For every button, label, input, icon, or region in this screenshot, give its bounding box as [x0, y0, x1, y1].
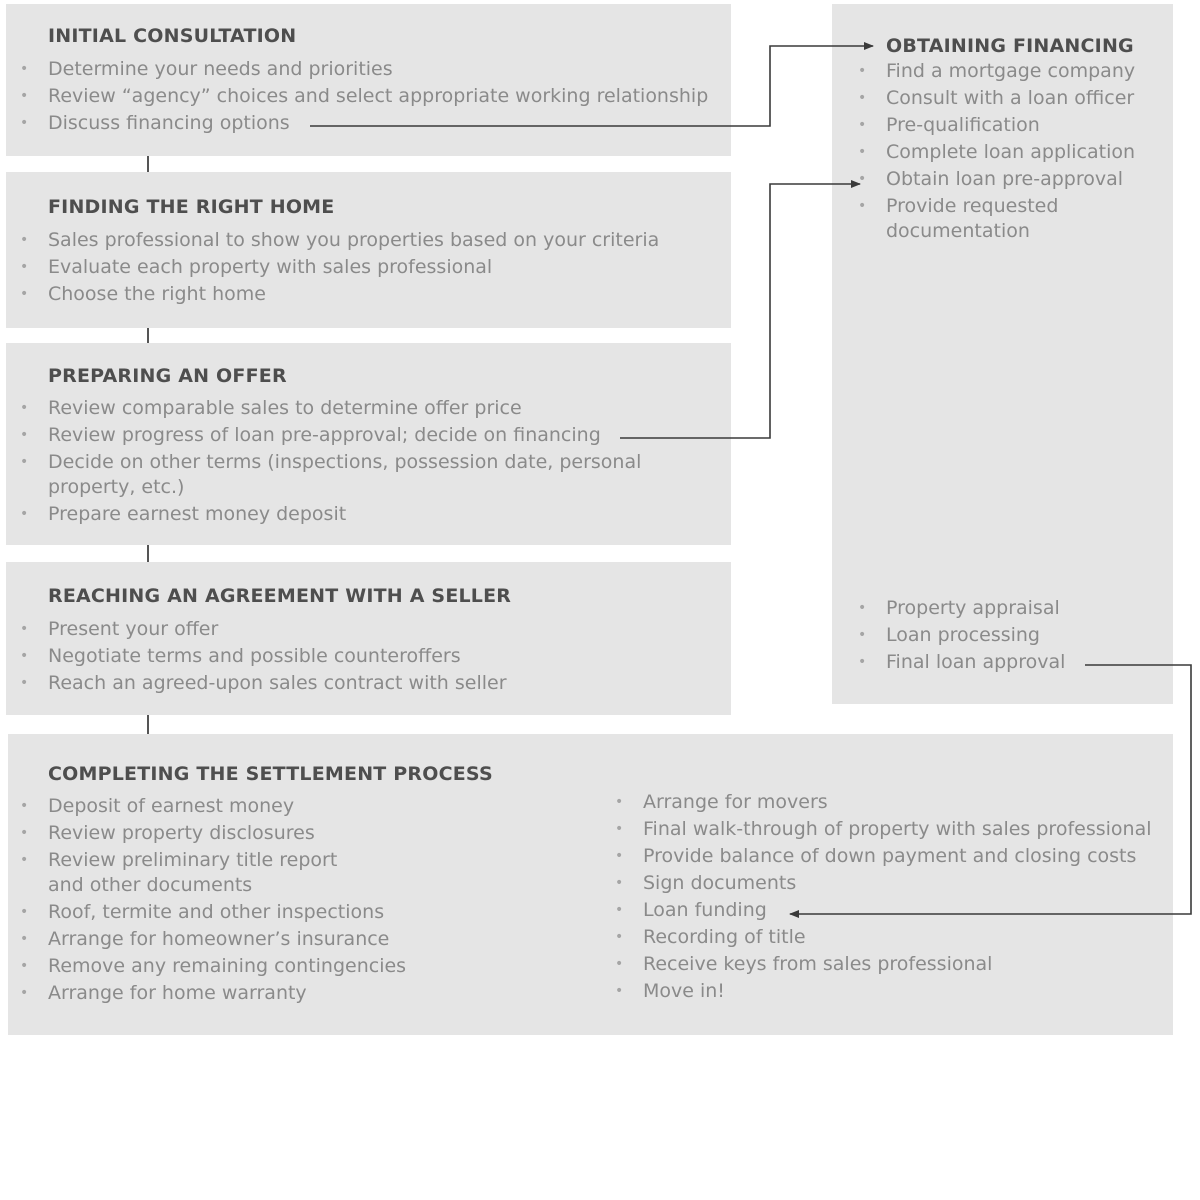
- list-item: [858, 59, 1158, 84]
- bullet-icon: •: [20, 286, 29, 302]
- list-item: [20, 396, 670, 421]
- list-item: [858, 623, 1158, 648]
- list-item: [20, 450, 670, 499]
- list-item: [858, 86, 1158, 111]
- list-item: [615, 817, 1160, 842]
- bullet-icon: •: [20, 903, 29, 920]
- bullet-icon: •: [20, 675, 29, 691]
- item-text: Find a mortgage company: [886, 60, 1136, 82]
- item-text: Pre-qualification: [886, 114, 1040, 136]
- list-item: [615, 925, 1160, 950]
- item-text: Review comparable sales to determine offer price: [48, 397, 522, 419]
- list-item: [20, 228, 659, 253]
- bullet-icon: •: [20, 852, 29, 868]
- item-text: Provide balance of down payment and closing costs: [643, 845, 1137, 867]
- preparing-offer-list: [20, 396, 670, 529]
- list-item: [858, 113, 1158, 138]
- item-text: Obtain loan pre-approval: [886, 168, 1124, 190]
- item-text: Sales professional to show you properties based on your criteria: [48, 229, 660, 251]
- bullet-icon: •: [858, 90, 867, 106]
- list-item: [20, 617, 507, 642]
- item-text: Sign documents: [643, 872, 797, 894]
- item-text: Property appraisal: [886, 597, 1060, 619]
- item-text: Move in!: [643, 980, 725, 1002]
- item-text: Loan funding: [643, 899, 767, 921]
- bullet-icon: •: [615, 902, 624, 918]
- item-text: Present your offer: [48, 618, 219, 640]
- list-item: [615, 790, 1160, 815]
- list-item: [20, 981, 420, 1006]
- bullet-icon: •: [20, 454, 29, 470]
- list-item: [858, 167, 1158, 192]
- item-text: Arrange for homeowner’s insurance: [48, 927, 390, 950]
- item-text: Deposit of earnest money: [48, 795, 295, 817]
- initial-consultation-title: INITIAL CONSULTATION: [48, 25, 297, 47]
- initial-consultation-list: [20, 57, 708, 138]
- item-text: Reach an agreed-upon sales contract with seller: [48, 672, 507, 694]
- preparing-offer-title: PREPARING AN OFFER: [48, 365, 287, 387]
- financing-list: [858, 59, 1158, 246]
- item-text: Evaluate each property with sales professional: [48, 256, 493, 278]
- list-item: [20, 57, 708, 82]
- bullet-icon: •: [615, 983, 624, 999]
- item-text: Prepare earnest money deposit: [48, 502, 347, 525]
- list-item: [20, 644, 507, 669]
- list-item: [20, 848, 348, 897]
- list-item: [20, 111, 708, 136]
- list-item: [858, 140, 1158, 165]
- bullet-icon: •: [20, 984, 29, 1001]
- bullet-icon: •: [858, 198, 867, 214]
- bullet-icon: •: [20, 115, 29, 131]
- list-item: [20, 671, 507, 696]
- item-text: Review progress of loan pre-approval; decide on financing: [48, 424, 601, 446]
- item-text: Provide requested documentation: [886, 195, 1059, 242]
- agreement-list: [20, 617, 507, 698]
- list-item: [20, 927, 420, 952]
- list-item: [20, 255, 659, 280]
- list-item: [20, 423, 670, 448]
- item-text: Decide on other terms (inspections, possession date, personal property, etc.): [48, 451, 642, 498]
- bullet-icon: •: [858, 171, 867, 187]
- financing-title: OBTAINING FINANCING: [886, 35, 1134, 57]
- bullet-icon: •: [858, 600, 867, 616]
- bullet-icon: •: [858, 63, 867, 79]
- bullet-icon: •: [858, 654, 867, 670]
- item-text: Loan processing: [886, 624, 1040, 646]
- bullet-icon: •: [615, 848, 624, 864]
- bullet-icon: •: [615, 875, 624, 891]
- bullet-icon: •: [20, 400, 29, 416]
- settlement-title: COMPLETING THE SETTLEMENT PROCESS: [48, 763, 493, 785]
- list-item: [615, 871, 1160, 896]
- item-text: Negotiate terms and possible counteroffers: [48, 645, 461, 667]
- list-item: [20, 794, 420, 819]
- bullet-icon: •: [858, 627, 867, 643]
- list-item: [615, 952, 1160, 977]
- item-text: Arrange for movers: [643, 791, 828, 813]
- list-item: [858, 596, 1158, 621]
- item-text: Recording of title: [643, 926, 806, 948]
- item-text: Roof, termite and other inspections: [48, 900, 385, 923]
- list-item: [20, 84, 708, 109]
- settlement-right-list: [615, 790, 1160, 1006]
- list-item: [20, 821, 420, 846]
- bullet-icon: •: [20, 957, 29, 974]
- finding-home-title: FINDING THE RIGHT HOME: [48, 196, 335, 218]
- bullet-icon: •: [20, 427, 29, 443]
- bullet-icon: •: [615, 821, 624, 837]
- item-text: Receive keys from sales professional: [643, 953, 993, 975]
- financing-later-list: [858, 596, 1158, 677]
- item-text: Determine your needs and priorities: [48, 58, 393, 80]
- item-text: Review “agency” choices and select appropriate working relationship: [48, 85, 709, 107]
- list-item: [20, 502, 670, 527]
- bullet-icon: •: [20, 798, 29, 814]
- item-text: Final loan approval: [886, 651, 1066, 673]
- item-text: Choose the right home: [48, 283, 266, 305]
- bullet-icon: •: [615, 956, 624, 972]
- bullet-icon: •: [858, 144, 867, 160]
- settlement-left-list: [20, 794, 420, 1008]
- item-text: Final walk-through of property with sales professional: [643, 818, 1152, 840]
- bullet-icon: •: [615, 794, 624, 810]
- item-text: Consult with a loan officer: [886, 87, 1135, 109]
- bullet-icon: •: [20, 505, 29, 522]
- bullet-icon: •: [20, 259, 29, 275]
- agreement-title: REACHING AN AGREEMENT WITH A SELLER: [48, 585, 512, 607]
- bullet-icon: •: [20, 825, 29, 841]
- item-text: Discuss financing options: [48, 112, 290, 134]
- finding-home-list: [20, 228, 659, 309]
- item-text: Remove any remaining contingencies: [48, 954, 407, 977]
- list-item: [20, 900, 420, 925]
- item-text: Review property disclosures: [48, 822, 315, 844]
- list-item: [20, 954, 420, 979]
- bullet-icon: •: [20, 88, 29, 104]
- item-text: Review preliminary title report and other documents: [48, 849, 338, 896]
- bullet-icon: •: [20, 930, 29, 947]
- item-text: Complete loan application: [886, 141, 1136, 163]
- list-item: [858, 194, 1076, 243]
- list-item: [615, 898, 1160, 923]
- bullet-icon: •: [858, 117, 867, 133]
- bullet-icon: •: [20, 61, 29, 77]
- item-text: Arrange for home warranty: [48, 981, 307, 1004]
- list-item: [858, 650, 1158, 675]
- bullet-icon: •: [20, 232, 29, 248]
- bullet-icon: •: [20, 648, 29, 664]
- list-item: [615, 844, 1160, 869]
- bullet-icon: •: [615, 929, 624, 945]
- bullet-icon: •: [20, 621, 29, 637]
- list-item: [615, 979, 1160, 1004]
- list-item: [20, 282, 659, 307]
